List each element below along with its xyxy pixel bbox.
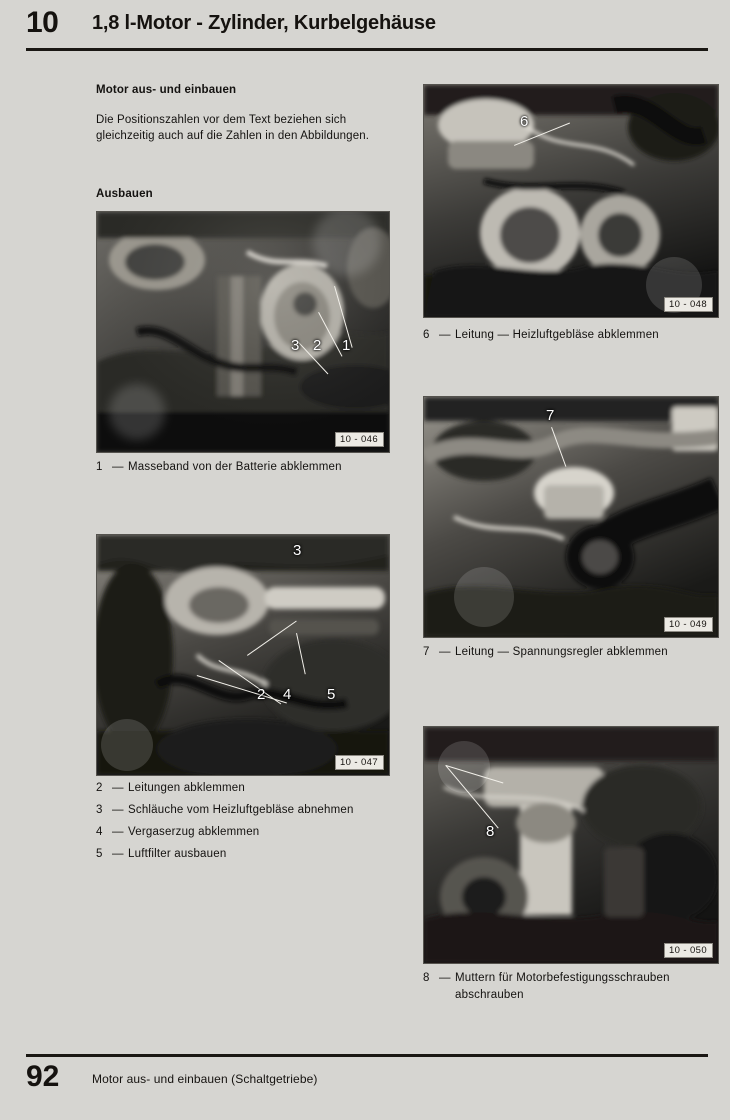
caption-3 [96, 802, 426, 819]
figure-1-image [97, 212, 389, 452]
chapter-number: 10 [26, 6, 59, 39]
figure-1-callout-1: 1 [342, 337, 351, 354]
caption-6-text: Leitung — Heizluftgebläse abklemmen [455, 329, 659, 341]
caption-6 [423, 327, 723, 344]
figure-4-photo [423, 396, 719, 638]
figure-4-image [424, 397, 718, 637]
caption-7-number: 7 [423, 646, 430, 658]
figure-1-callout-3: 3 [291, 337, 300, 354]
figure-2-callout-5: 5 [327, 686, 336, 703]
page-header [0, 0, 730, 52]
figure-2-callout-4: 4 [283, 686, 292, 703]
figure-5-photo [423, 726, 719, 964]
caption-2-dash: — [112, 782, 124, 794]
caption-8-dash: — [439, 972, 451, 984]
caption-6-dash: — [439, 329, 451, 341]
figure-3-image [424, 85, 718, 317]
caption-7 [423, 644, 730, 661]
caption-8-number: 8 [423, 972, 430, 984]
intro-heading: Motor aus- und einbauen [96, 84, 237, 96]
footer-divider [26, 1054, 708, 1057]
figure-1-callout-2: 2 [313, 337, 322, 354]
page-number: 92 [26, 1060, 60, 1093]
caption-3-number: 3 [96, 804, 103, 816]
figure-2-photo [96, 534, 390, 776]
figure-2-callout-3: 3 [293, 542, 302, 559]
caption-2-text: Leitungen abklemmen [128, 782, 245, 794]
caption-4 [96, 824, 416, 841]
caption-2-number: 2 [96, 782, 103, 794]
caption-4-text: Vergaserzug abklemmen [128, 826, 260, 838]
figure-4-callout-7: 7 [546, 407, 555, 424]
figure-5-image [424, 727, 718, 963]
caption-8-text-line2: abschrauben [455, 989, 524, 1001]
figure-2-code: 10 - 047 [335, 755, 384, 770]
caption-1-dash: — [112, 461, 124, 473]
caption-8-text: Muttern für Motorbefestigungsschrauben [455, 972, 670, 984]
figure-1-photo [96, 211, 390, 453]
figure-3-code: 10 - 048 [664, 297, 713, 312]
figure-2-image [97, 535, 389, 775]
caption-5-number: 5 [96, 848, 103, 860]
caption-3-dash: — [112, 804, 124, 816]
caption-8-text-wrap [455, 970, 670, 1004]
caption-8 [423, 970, 723, 1004]
caption-7-text: Leitung — Spannungsregler abklemmen [455, 646, 668, 658]
caption-1-number: 1 [96, 461, 103, 473]
figure-3-callout-6: 6 [520, 113, 529, 130]
caption-5-dash: — [112, 848, 124, 860]
figure-5-callout-8: 8 [486, 823, 495, 840]
caption-1-text: Masseband von der Batterie abklemmen [128, 461, 342, 473]
figure-1-code: 10 - 046 [335, 432, 384, 447]
header-divider [26, 48, 708, 51]
caption-5-text: Luftfilter ausbauen [128, 848, 227, 860]
footer-title: Motor aus- und einbauen (Schaltgetriebe) [92, 1072, 318, 1086]
figure-2-callout-2: 2 [257, 686, 266, 703]
caption-5 [96, 846, 416, 863]
figure-3-photo [423, 84, 719, 318]
caption-6-number: 6 [423, 329, 430, 341]
caption-4-number: 4 [96, 826, 103, 838]
figure-5-code: 10 - 050 [664, 943, 713, 958]
intro-paragraph-line2: gleichzeitig auch auf die Zahlen in den Abbildungen. [96, 130, 370, 142]
caption-2 [96, 780, 416, 797]
intro-paragraph-line1: Die Positionszahlen vor dem Text beziehen sich [96, 114, 347, 126]
section-heading-ausbauen: Ausbauen [96, 188, 153, 200]
caption-4-dash: — [112, 826, 124, 838]
caption-1 [96, 459, 396, 476]
figure-4-code: 10 - 049 [664, 617, 713, 632]
caption-3-text: Schläuche vom Heizluftgebläse abnehmen [128, 804, 354, 816]
page-title: 1,8 l-Motor - Zylinder, Kurbelgehäuse [92, 12, 436, 34]
caption-7-dash: — [439, 646, 451, 658]
